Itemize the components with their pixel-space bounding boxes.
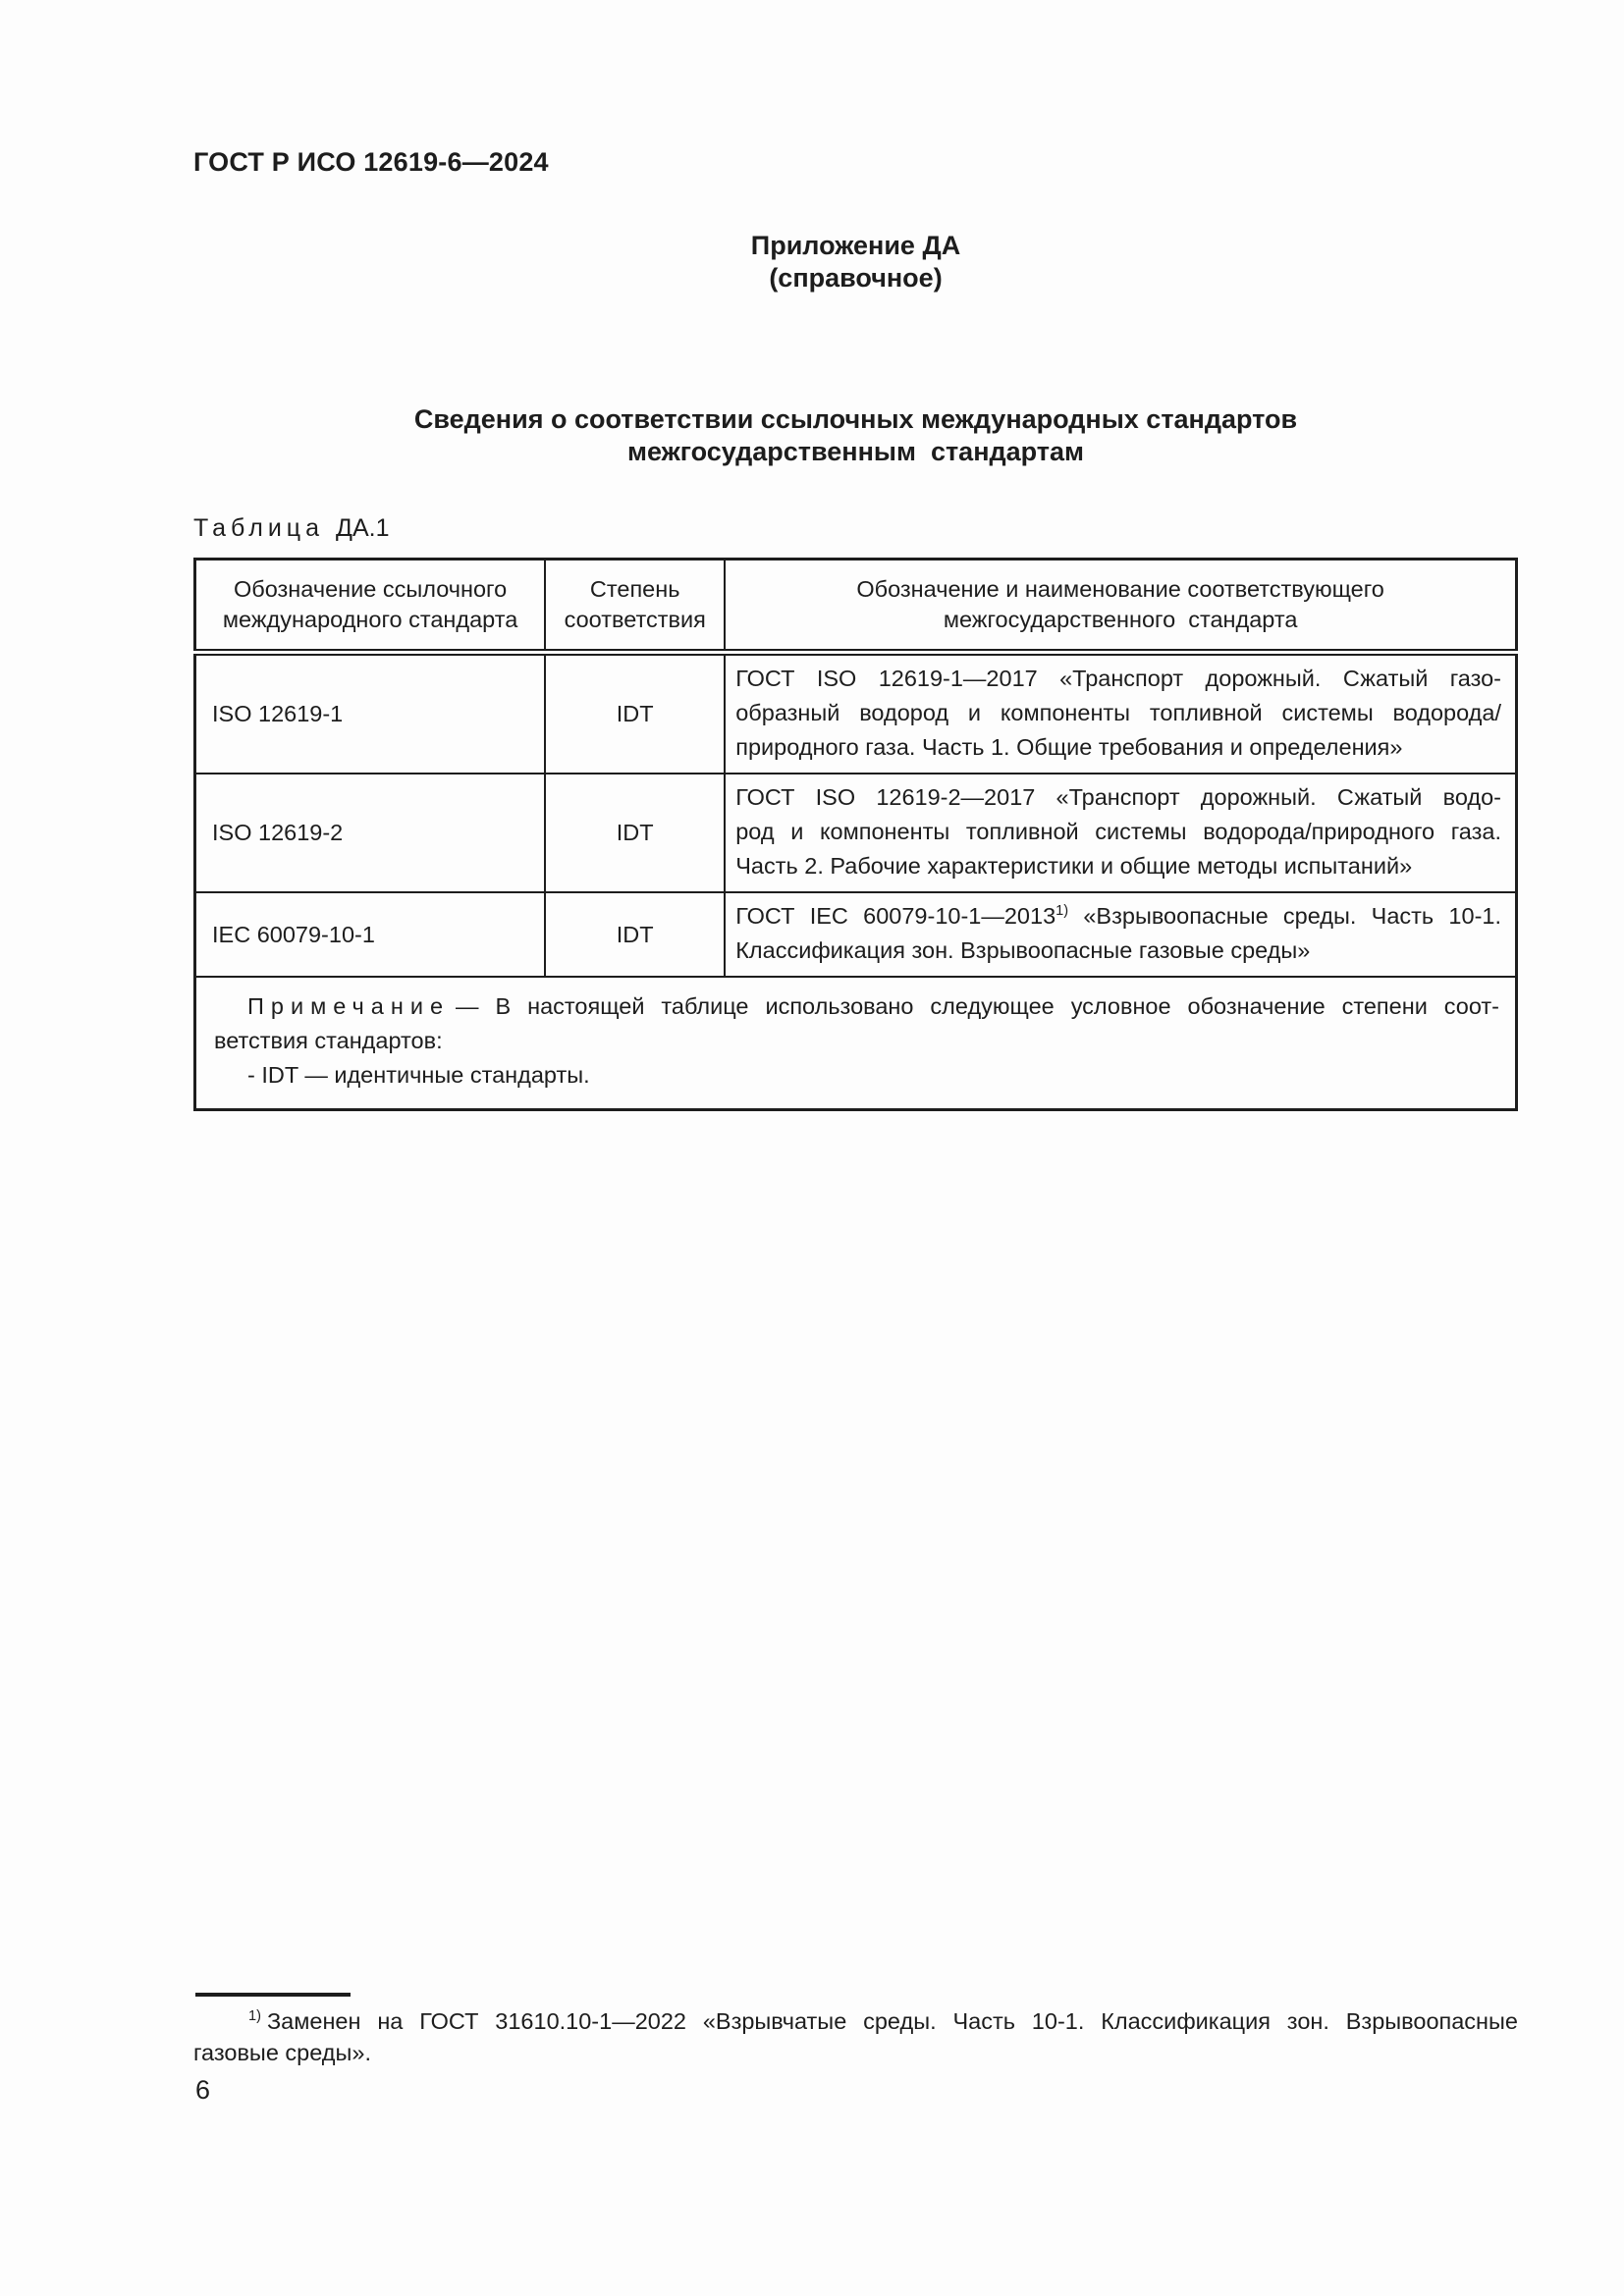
- table-row: [195, 774, 1517, 892]
- footnote-line: газовые среды».: [193, 2040, 371, 2065]
- note-line: ветствия стандартов:: [214, 1028, 443, 1053]
- note-text: — В настоящей таблице использовано следующее условное обозначение степени соот-: [456, 993, 1499, 1019]
- table-note-row: [195, 977, 1517, 1110]
- standard-code-cell: ISO 12619-1: [195, 653, 546, 774]
- correspondence-line: Часть 2. Рабочие характеристики и общие методы испытаний»: [735, 853, 1413, 879]
- footnote-line: [193, 2005, 1518, 2037]
- appendix-heading: [193, 230, 1518, 294]
- footnote-reference-marker: 1): [1056, 903, 1069, 920]
- table-header-row: [195, 560, 1517, 653]
- correspondence-text: «Взрывоопасные среды. Часть 10-1.: [1068, 903, 1501, 929]
- correspondence-line: Классификация зон. Взрывоопасные газовые среды»: [735, 937, 1311, 963]
- column-header-line: Обозначение ссылочного: [233, 576, 508, 602]
- correspondence-line: ГОСТ ISO 12619-1—2017 «Транспорт дорожный. Сжатый газо-: [735, 666, 1501, 691]
- footnote-text: [193, 2005, 1518, 2068]
- section-title: [193, 403, 1518, 468]
- footnote-marker: 1): [248, 2008, 261, 2025]
- correspondence-line: образный водород и компоненты топливной системы водорода/: [735, 700, 1501, 725]
- note-label: Примечание: [247, 993, 451, 1019]
- page-number: 6: [195, 2075, 211, 2105]
- column-header-line: межгосударственного стандарта: [943, 607, 1298, 632]
- correspondence-cell: [725, 892, 1516, 977]
- table-caption-word: Таблица: [193, 514, 325, 542]
- column-header-line: Обозначение и наименование соответствующего: [856, 576, 1384, 602]
- section-title-line-2: межгосударственным стандартам: [626, 437, 1085, 466]
- footnote-text-line: Заменен на ГОСТ 31610.10-1—2022 «Взрывчатые среды. Часть 10-1. Классификация зон. Взрывоопасные: [266, 2008, 1518, 2034]
- appendix-title: Приложение ДА: [750, 231, 961, 260]
- table-note: [195, 977, 1517, 1110]
- correspondence-cell: [725, 653, 1516, 774]
- table-caption-number: ДА.1: [336, 514, 390, 542]
- correspondence-cell: [725, 774, 1516, 892]
- column-header-line: соответствия: [564, 607, 706, 632]
- column-header-line: Степень: [589, 576, 680, 602]
- page-content: [193, 0, 1518, 2296]
- degree-cell: IDT: [545, 892, 725, 977]
- correspondence-line: природного газа. Часть 1. Общие требования и определения»: [735, 734, 1403, 760]
- appendix-subtitle: (справочное): [769, 263, 943, 293]
- standard-code-cell: ISO 12619-2: [195, 774, 546, 892]
- correspondence-line: род и компоненты топливной системы водорода/природного газа.: [735, 819, 1501, 844]
- degree-cell: IDT: [545, 774, 725, 892]
- degree-cell: IDT: [545, 653, 725, 774]
- standard-code-cell: IEC 60079-10-1: [195, 892, 546, 977]
- footnote: [193, 1993, 1518, 2068]
- note-line: [214, 989, 1499, 1024]
- correspondence-line: [735, 899, 1501, 934]
- column-header-line: международного стандарта: [222, 607, 518, 632]
- section-title-line-1: Сведения о соответствии ссылочных международных стандартов: [413, 404, 1298, 434]
- column-header-interstate-standard: [725, 560, 1516, 653]
- table-row: [195, 653, 1517, 774]
- footnote-separator-rule: [195, 1993, 351, 1997]
- correspondence-line: ГОСТ ISO 12619-2—2017 «Транспорт дорожный. Сжатый водо-: [735, 784, 1501, 810]
- column-header-international-standard: [195, 560, 546, 653]
- table-caption: [193, 514, 1518, 543]
- document-code: ГОСТ Р ИСО 12619-6—2024: [193, 147, 549, 177]
- table-row: [195, 892, 1517, 977]
- correspondence-table: [193, 558, 1518, 1111]
- column-header-degree: [545, 560, 725, 653]
- correspondence-text: ГОСТ IEC 60079-10-1—2013: [735, 903, 1056, 929]
- note-list-item: - IDT — идентичные стандарты.: [247, 1062, 590, 1088]
